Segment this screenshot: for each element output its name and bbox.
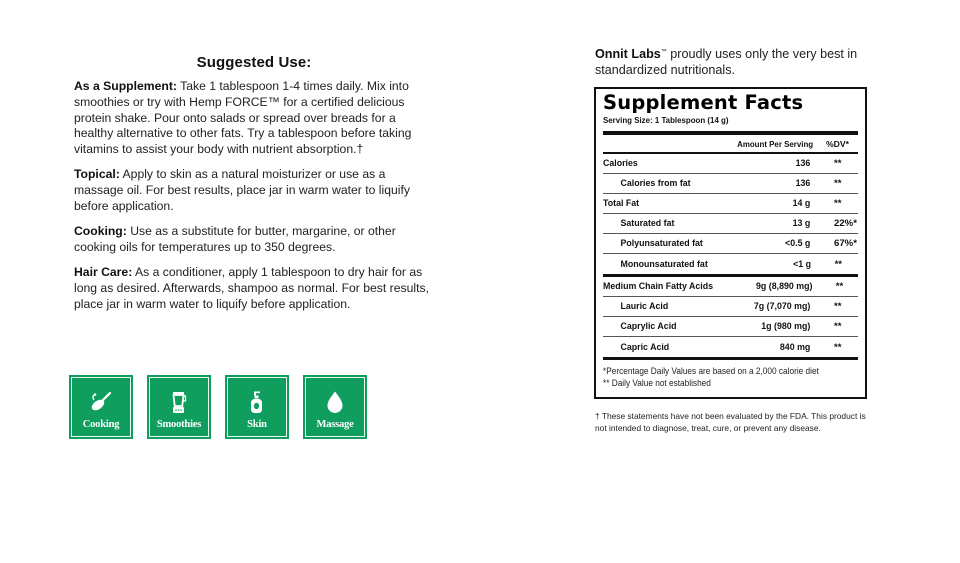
nutrient-name: Monounsaturated fat — [620, 258, 708, 270]
use-topical — [74, 167, 434, 214]
facts-title: Supplement Facts — [603, 91, 804, 114]
use-label: Topical: — [74, 167, 120, 182]
tile-label: Skin — [247, 419, 267, 430]
oil-drop-icon — [323, 390, 347, 414]
nutrient-name: Lauric Acid — [620, 301, 669, 312]
facts-row — [603, 174, 858, 194]
use-label: Hair Care: — [74, 265, 133, 280]
divider-thick — [603, 357, 858, 360]
tile-label: Cooking — [82, 419, 120, 430]
nutrient-name: Caprylic Acid — [620, 321, 677, 332]
facts-row — [603, 214, 858, 234]
suggested-use-title: Suggested Use: — [196, 54, 312, 71]
facts-row — [603, 277, 858, 297]
tile-label: Smoothies — [156, 419, 202, 430]
nutrient-name: Calories — [603, 158, 638, 169]
nutrient-dv: ** — [835, 281, 844, 292]
blender-icon — [167, 390, 191, 414]
use-text: Use as a substitute for butter, margarine, or other cooking oils for temperatures up to 350 degrees. — [74, 224, 396, 255]
nutrient-dv: ** — [834, 158, 842, 169]
nutrient-name: Capric Acid — [620, 341, 670, 353]
frying-pan-icon — [89, 390, 113, 414]
nutrient-amount: 13 g — [792, 218, 811, 229]
nutrient-dv: ** — [834, 258, 843, 270]
tile-massage[interactable] — [303, 375, 367, 439]
use-text: Apply to skin as a natural moisturizer or use as a massage oil. For best results, place jar in warm water to liquify before application. — [74, 167, 410, 214]
nutrient-dv: ** — [834, 198, 842, 209]
nutrient-amount: 9g (8,890 mg) — [755, 281, 813, 292]
use-hair-care — [74, 265, 434, 312]
trademark: ™ — [660, 49, 667, 55]
nutrient-dv: ** — [834, 301, 842, 312]
nutrient-name: Total Fat — [603, 198, 640, 209]
use-label: As a Supplement: — [74, 79, 177, 93]
nutrient-dv: ** — [834, 178, 842, 189]
use-cooking — [74, 224, 434, 256]
nutrient-name: Medium Chain Fatty Acids — [603, 281, 714, 292]
facts-row — [603, 297, 858, 317]
nutrient-name: Polyunsaturated fat — [620, 238, 703, 249]
use-label: Cooking: — [74, 224, 127, 239]
nutrient-amount: <0.5 g — [785, 238, 811, 249]
tile-skin[interactable] — [225, 375, 289, 439]
footnote-dv: *Percentage Daily Values are based on a 2,000 calorie diet — [603, 366, 819, 376]
use-supplement — [74, 79, 434, 158]
nutrient-name: Saturated fat — [620, 218, 675, 229]
facts-row — [603, 337, 858, 357]
facts-row — [603, 254, 858, 274]
nutrient-amount: 7g (7,070 mg) — [753, 301, 811, 312]
nutrient-amount: 1g (980 mg) — [761, 321, 811, 332]
use-text: As a conditioner, apply 1 tablespoon to dry hair for as long as desired. Afterwards, shampoo as normal. For best results, place jar in warm water to liquify before application. — [74, 265, 429, 312]
intro-text: proudly uses only the very best in standardized nutritionals. — [595, 47, 858, 77]
fda-disclaimer: † These statements have not been evaluated by the FDA. This product is not intended to diagnose, treat, cure, or prevent any disease. — [595, 411, 866, 433]
footnote-not-established: ** Daily Value not established — [603, 378, 711, 388]
nutrient-amount: 136 — [795, 178, 811, 189]
use-text: Take 1 tablespoon 1-4 times daily. Mix into smoothies or try with Hemp FORCE™ for a certified delicious protein shake. Pour onto salads or spread over breads for a healthy alternative to other fats. Try a tablespoon before taking vitamins to assist your body with nutrient absorption.† — [74, 79, 412, 157]
nutrient-dv: 67%* — [834, 238, 857, 249]
nutrient-amount: 840 mg — [779, 341, 811, 353]
use-icons-row — [69, 375, 367, 439]
tile-label: Massage — [316, 419, 354, 430]
header-amount: Amount Per Serving — [737, 138, 814, 149]
facts-row — [603, 317, 858, 337]
tile-cooking[interactable] — [69, 375, 133, 439]
facts-row — [603, 234, 858, 254]
nutrient-dv: ** — [834, 321, 842, 332]
serving-size: Serving Size: 1 Tablespoon (14 g) — [603, 115, 729, 125]
brand-intro — [595, 44, 875, 78]
tile-smoothies[interactable] — [147, 375, 211, 439]
brand-name: Onnit Labs — [595, 47, 661, 61]
supplement-facts-panel — [594, 87, 867, 399]
facts-footnotes — [603, 365, 833, 389]
facts-row — [603, 154, 858, 174]
suggested-use-section — [74, 54, 434, 322]
nutrient-name: Calories from fat — [620, 178, 691, 189]
facts-header-row — [603, 135, 858, 154]
lotion-pump-icon — [245, 390, 269, 414]
nutrient-dv: ** — [834, 341, 842, 353]
nutrient-amount: 14 g — [792, 198, 811, 209]
facts-row — [603, 194, 858, 214]
nutrient-amount: <1 g — [792, 258, 811, 270]
nutrient-amount: 136 — [795, 158, 811, 169]
nutrient-dv: 22%* — [834, 218, 857, 229]
header-dv: %DV* — [826, 138, 849, 149]
